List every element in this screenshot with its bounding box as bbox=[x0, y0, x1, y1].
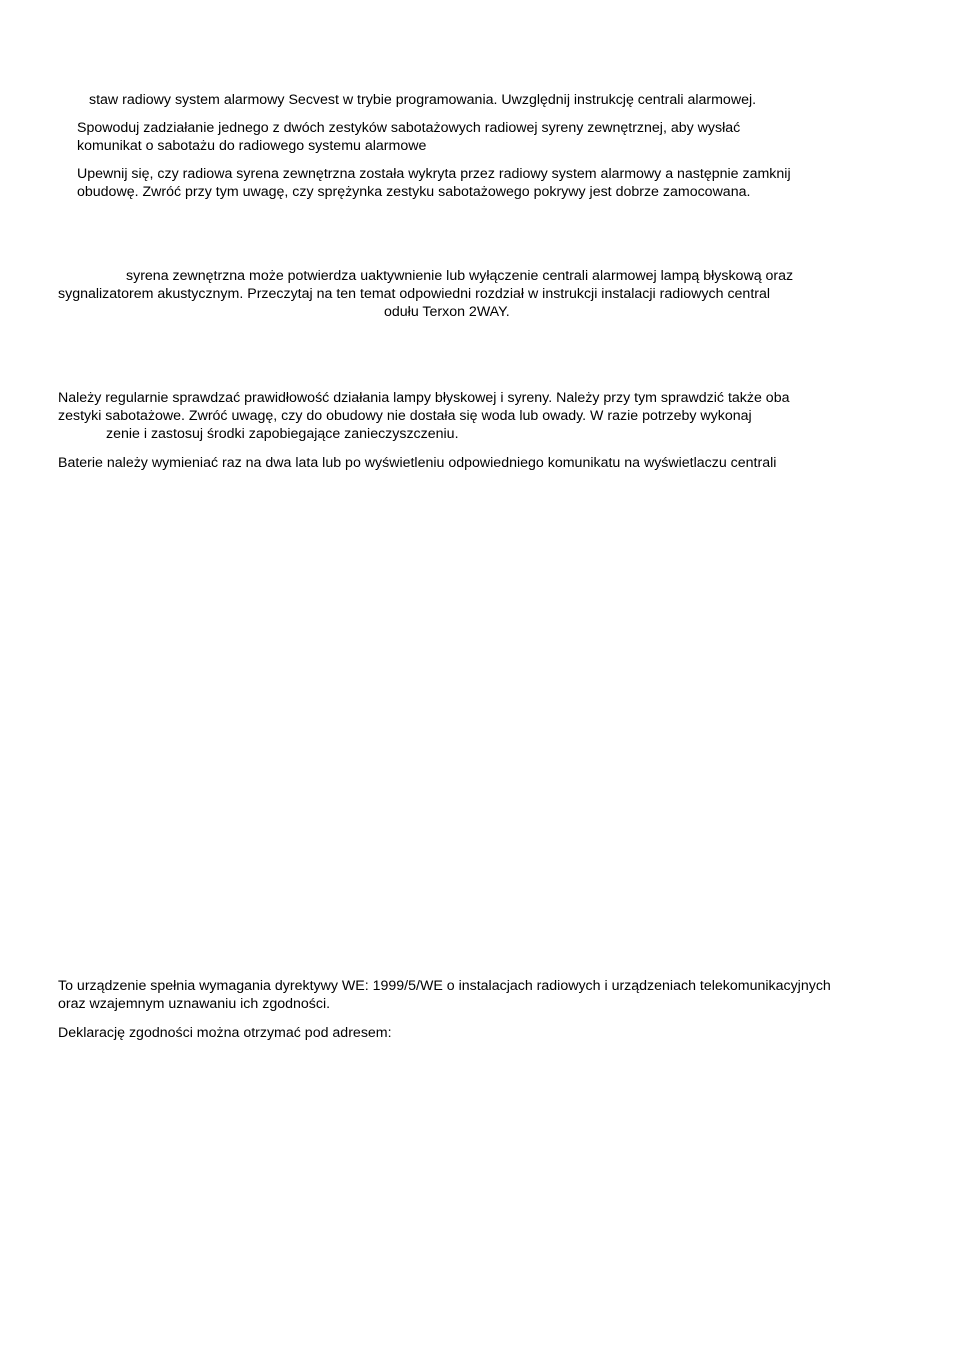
install-step-3 bbox=[77, 165, 901, 201]
maintenance-paragraph-2 bbox=[58, 454, 901, 472]
maintenance-paragraph-1 bbox=[58, 389, 901, 443]
confirm-line-1: syrena zewnętrzna może potwierdza uaktywnienie lub wyłączenie centrali alarmowej lampą błyskową oraz bbox=[126, 268, 794, 284]
conformity-paragraph-1 bbox=[58, 977, 901, 1013]
confirm-line-2: sygnalizatorem akustycznym. Przeczytaj na ten temat odpowiedni rozdział w instrukcji instalacji radiowych central bbox=[58, 286, 771, 302]
maintenance-line-2: zestyki sabotażowe. Zwróć uwagę, czy do obudowy nie dostała się woda lub owady. W razie potrzeby wykonaj bbox=[58, 408, 752, 424]
conformity-address-label: Deklarację zgodności można otrzymać pod adresem: bbox=[58, 1025, 392, 1041]
maintenance-line-3: zenie i zastosuj środki zapobiegające zanieczyszczeniu. bbox=[106, 426, 459, 442]
install-step-2-line-2: komunikat o sabotażu do radiowego systemu alarmowe bbox=[77, 138, 427, 154]
conformity-line-2: oraz wzajemnym uznawaniu ich zgodności. bbox=[58, 996, 331, 1012]
install-step-3-line-1: Upewnij się, czy radiowa syrena zewnętrzna została wykryta przez radiowy system alarmowy a następnie zamknij bbox=[77, 166, 791, 182]
conformity-line-1: To urządzenie spełnia wymagania dyrektywy WE: 1999/5/WE o instalacjach radiowych i urządzeniach telekomunikacyjnych bbox=[58, 978, 831, 994]
confirm-paragraph bbox=[58, 267, 901, 321]
maintenance-line-1: Należy regularnie sprawdzać prawidłowość działania lampy błyskowej i syreny. Należy przy tym sprawdzić także oba bbox=[58, 390, 790, 406]
install-step-1-text: staw radiowy system alarmowy Secvest w trybie programowania. Uwzględnij instrukcję centrali alarmowej. bbox=[89, 92, 757, 108]
install-step-3-line-2: obudowę. Zwróć przy tym uwagę, czy sprężynka zestyku sabotażowego pokrywy jest dobrze zamocowana. bbox=[77, 184, 751, 200]
confirm-line-3: odułu Terxon 2WAY. bbox=[384, 304, 510, 320]
install-step-2-line-1: Spowoduj zadziałanie jednego z dwóch zestyków sabotażowych radiowej syreny zewnętrznej, aby wysłać bbox=[77, 120, 741, 136]
install-step-1 bbox=[89, 91, 901, 109]
battery-line-1: Baterie należy wymieniać raz na dwa lata lub po wyświetleniu odpowiedniego komunikatu na wyświetlaczu centrali bbox=[58, 455, 777, 471]
install-step-2 bbox=[77, 119, 901, 155]
conformity-paragraph-2 bbox=[58, 1024, 901, 1042]
